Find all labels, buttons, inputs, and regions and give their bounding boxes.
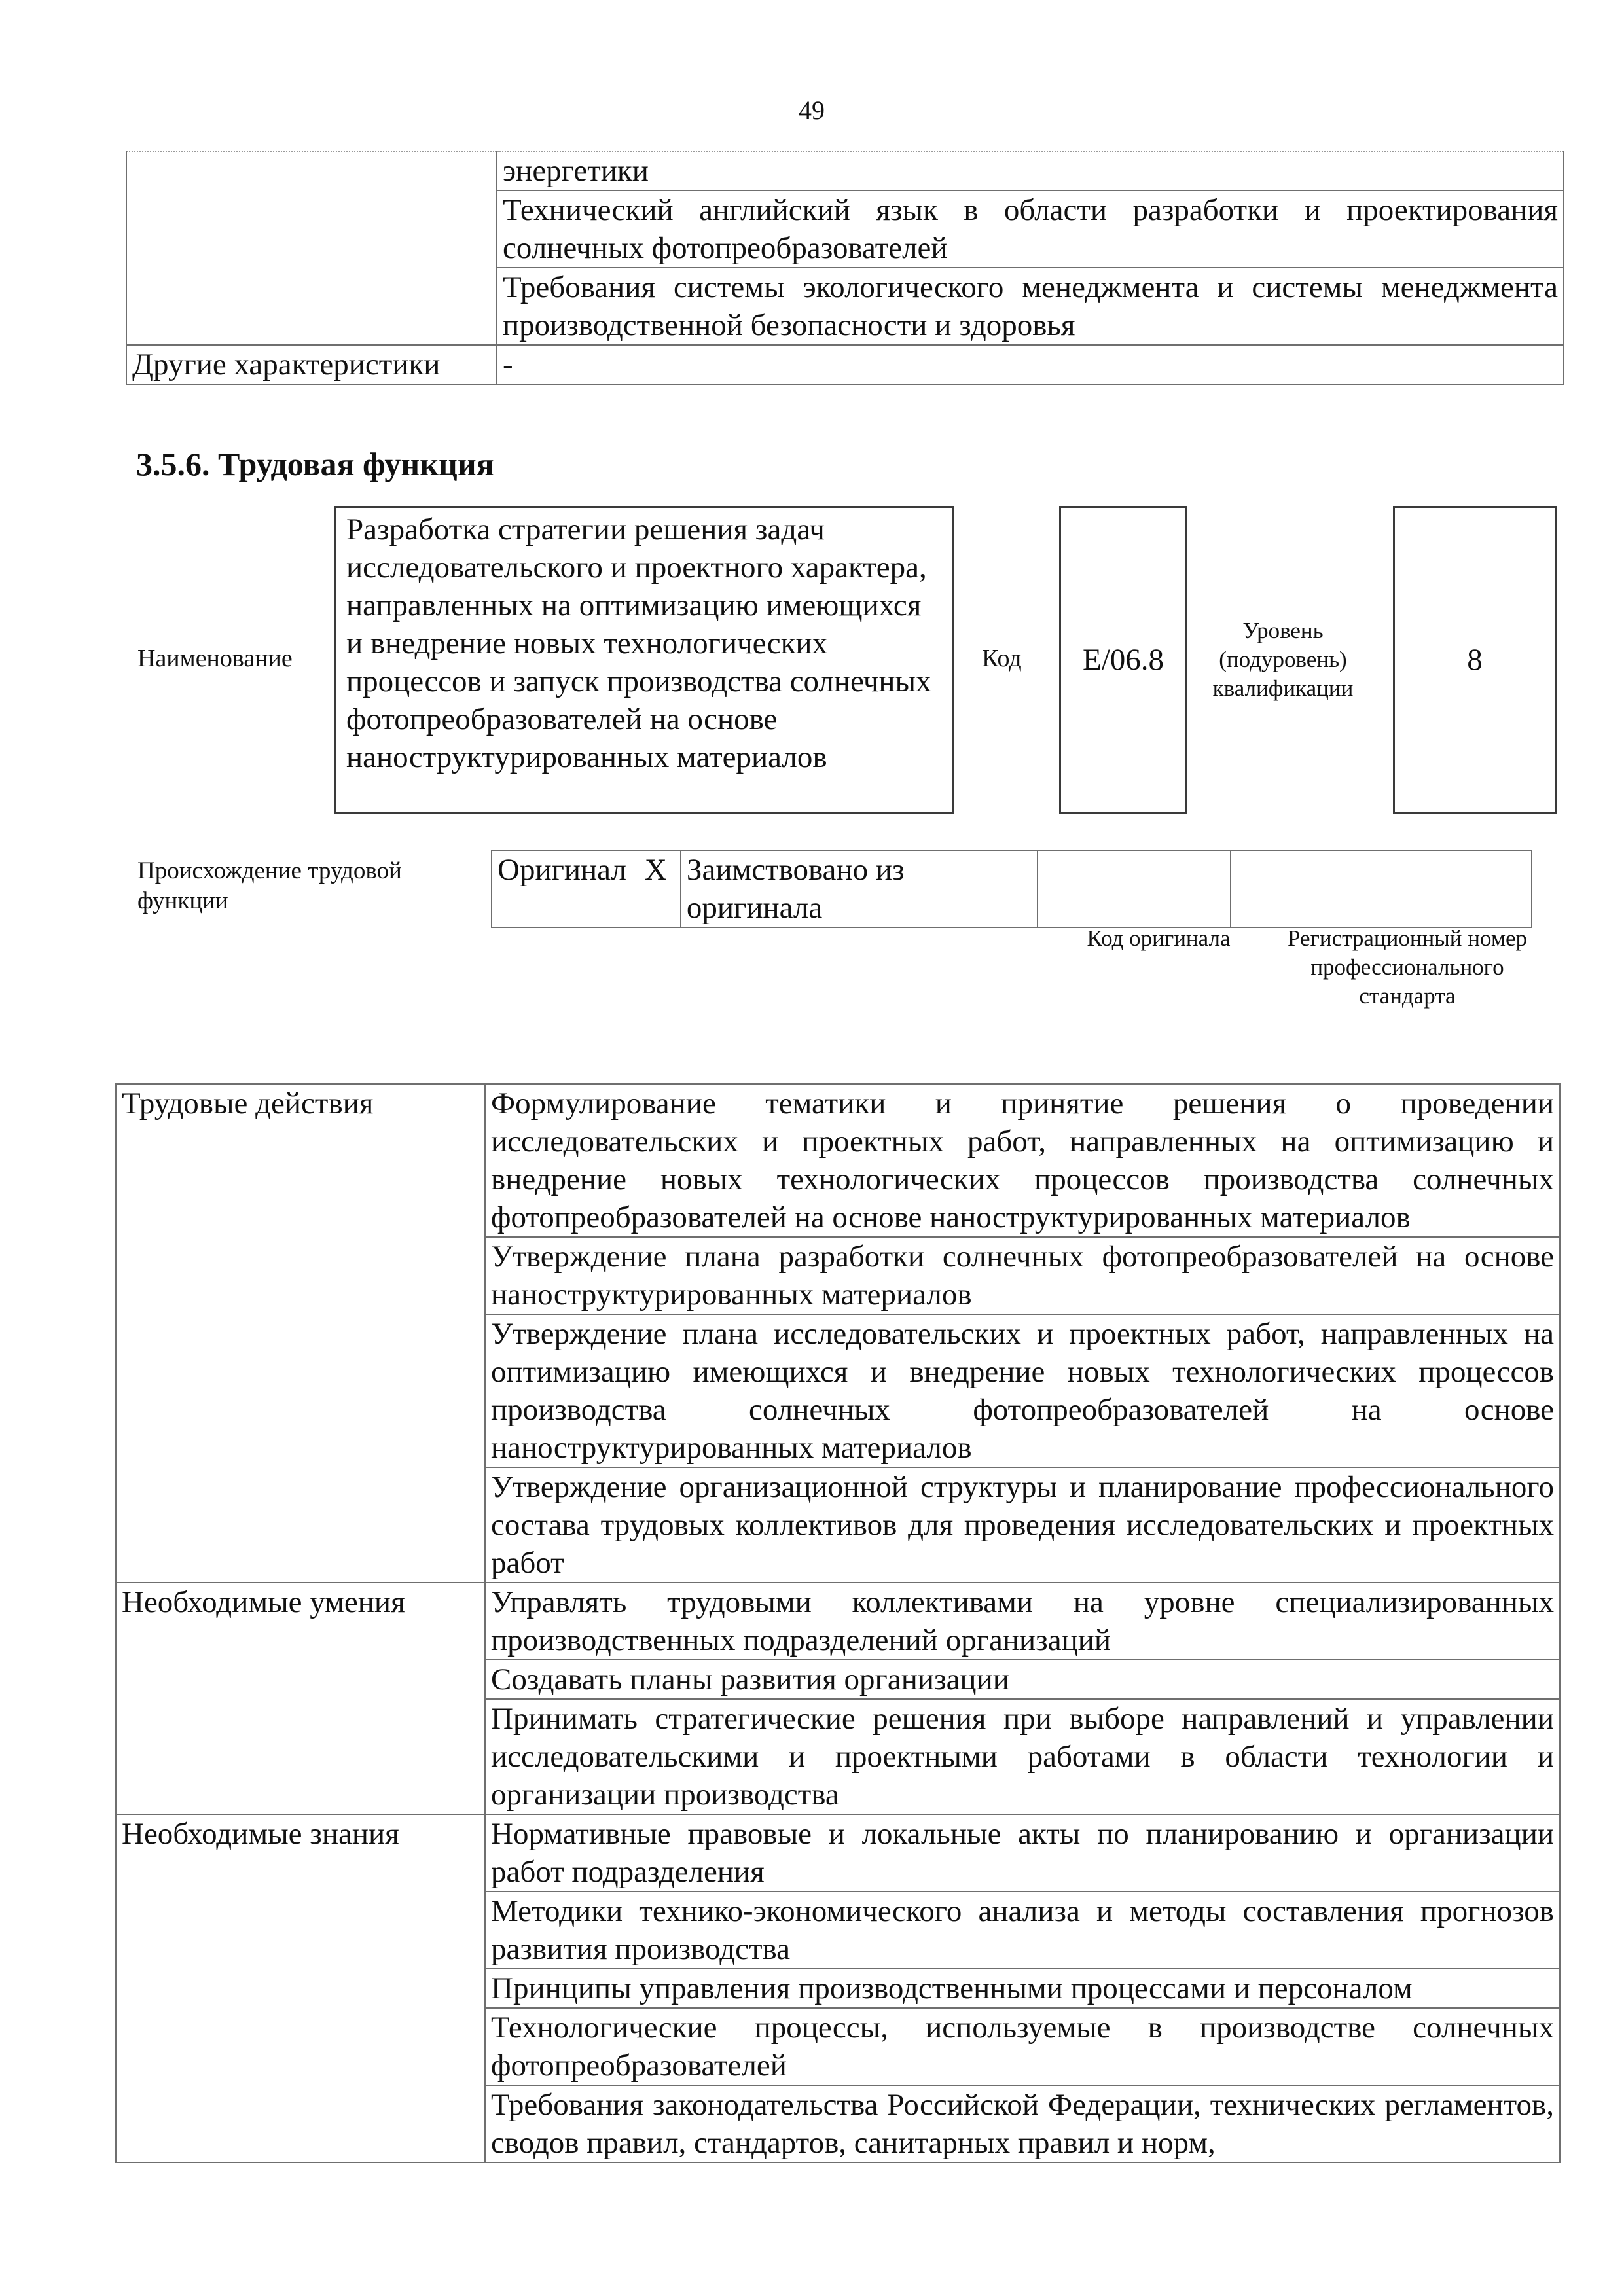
required-knowledge-item: Принципы управления производственными процессами и персоналом bbox=[485, 1969, 1560, 2008]
main-table bbox=[115, 1083, 1561, 2163]
required-knowledge-item: Методики технико-экономического анализа и методы составления прогнозов развития производства bbox=[485, 1892, 1560, 1969]
section-title: 3.5.6. Трудовая функция bbox=[136, 446, 494, 482]
name-value: Разработка стратегии решения задач исследовательского и проектного характера, направленных на оптимизацию имеющихся и внедрение новых технологических процессов и запуск производства солнечных фотопреобразователей на основе наноструктурированных материалов bbox=[346, 512, 931, 774]
other-characteristics-value: - bbox=[497, 345, 1564, 384]
origin-label: Происхождение трудовой функции bbox=[137, 857, 402, 914]
other-characteristics-label: Другие характеристики bbox=[126, 345, 497, 384]
required-knowledge-item: Технологические процессы, используемые в производстве солнечных фотопреобразователей bbox=[485, 2008, 1560, 2085]
table-row bbox=[492, 850, 1532, 927]
labor-action-item: Утверждение плана разработки солнечных фотопреобразователей на основе наноструктурированных материалов bbox=[485, 1237, 1560, 1314]
registration-number-caption: Регистрационный номер профессионального стандарта bbox=[1287, 925, 1528, 1009]
top-table-cell: Требования системы экологического менеджмента и системы менеджмента производственной безопасности и здоровья bbox=[497, 268, 1564, 345]
origin-table bbox=[491, 850, 1532, 928]
required-knowledge-title: Необходимые знания bbox=[116, 1814, 485, 2162]
page-number: 49 bbox=[799, 96, 825, 125]
code-value-box bbox=[1059, 506, 1187, 814]
original-mark: X bbox=[632, 850, 681, 927]
required-knowledge-item: Требования законодательства Российской Федерации, технических регламентов, сводов правил, стандартов, санитарных правил и норм, bbox=[485, 2085, 1560, 2162]
labor-actions-title: Трудовые действия bbox=[116, 1084, 485, 1583]
borrowed-label: Заимствовано из оригинала bbox=[681, 850, 1038, 927]
level-value: 8 bbox=[1467, 643, 1483, 677]
required-knowledge-item: Нормативные правовые и локальные акты по планированию и организации работ подразделения bbox=[485, 1814, 1560, 1892]
code-label: Код bbox=[982, 645, 1022, 672]
table-row bbox=[116, 1084, 1560, 1237]
table-row bbox=[116, 1583, 1560, 1660]
required-skills-title: Необходимые умения bbox=[116, 1583, 485, 1814]
required-skill-item: Управлять трудовыми коллективами на уровне специализированных производственных подразделений организаций bbox=[485, 1583, 1560, 1660]
table-row bbox=[126, 151, 1564, 190]
table-row bbox=[126, 345, 1564, 384]
name-label: Наименование bbox=[137, 645, 293, 672]
top-table-cell: Технический английский язык в области разработки и проектирования солнечных фотопреобразователей bbox=[497, 190, 1564, 268]
required-skill-item: Принимать стратегические решения при выборе направлений и управлении исследовательскими и проектными работами в области технологии и организации производства bbox=[485, 1699, 1560, 1814]
original-code-caption: Код оригинала bbox=[1087, 925, 1231, 951]
level-label: Уровень (подуровень) квалификации bbox=[1212, 618, 1354, 701]
level-value-box bbox=[1393, 506, 1557, 814]
labor-action-item: Формулирование тематики и принятие решения о проведении исследовательских и проектных работ, направленных на оптимизацию и внедрение новых технологических процессов производства солнечных фотопреобразователей на основе наноструктурированных материалов bbox=[485, 1084, 1560, 1237]
top-table bbox=[126, 151, 1564, 385]
top-table-left-cell bbox=[126, 151, 497, 345]
required-skill-item: Создавать планы развития организации bbox=[485, 1660, 1560, 1699]
original-code-cell bbox=[1038, 850, 1231, 927]
original-label: Оригинал bbox=[492, 850, 632, 927]
code-value: E/06.8 bbox=[1082, 643, 1164, 677]
top-table-cell: энергетики bbox=[497, 151, 1564, 190]
registration-number-cell bbox=[1231, 850, 1532, 927]
labor-action-item: Утверждение организационной структуры и планирование профессионального состава трудовых коллективов для проведения исследовательских и проектных работ bbox=[485, 1467, 1560, 1583]
labor-action-item: Утверждение плана исследовательских и проектных работ, направленных на оптимизацию имеющихся и внедрение новых технологических процессов производства солнечных фотопреобразователей на основе наноструктурированных материалов bbox=[485, 1314, 1560, 1467]
table-row bbox=[116, 1814, 1560, 1892]
name-value-box bbox=[334, 506, 954, 814]
